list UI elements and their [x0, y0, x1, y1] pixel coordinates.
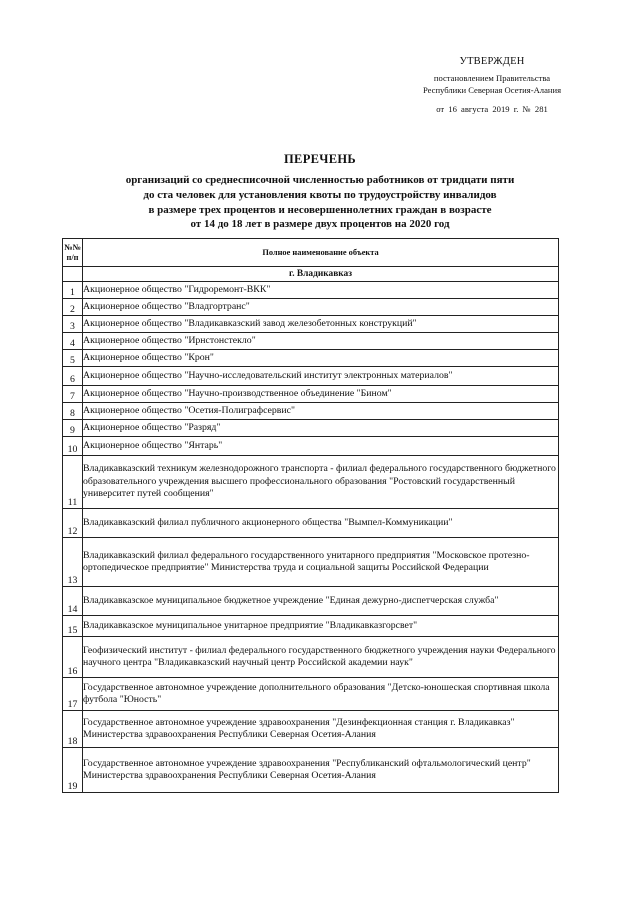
organization-name: Владикавказский техникум железнодорожного транспорта - филиал федерального государственного бюджетного образовательного учреждения высшего профессионального образования "Ростовский государственный университет путей сообщения"	[83, 456, 559, 509]
row-number: 2	[63, 299, 83, 316]
organization-name: Владикавказский филиал федерального государственного унитарного предприятия "Московское протезно-ортопедическое предприятие" Министерства труда и социальной защиты Российской Федерации	[83, 538, 559, 587]
row-number: 11	[63, 456, 83, 509]
table-row	[63, 350, 559, 367]
row-number: 19	[63, 748, 83, 793]
approval-line-1: постановлением Правительства	[433, 73, 551, 83]
column-header-name: Полное наименование объекта	[83, 239, 559, 267]
approval-line-2: Республики Северная Осетия-Алания	[422, 85, 562, 95]
table-row	[63, 678, 559, 711]
table-row	[63, 509, 559, 538]
table-row	[63, 748, 559, 793]
organization-name: Акционерное общество "Научно-исследовательский институт электронных материалов"	[83, 367, 559, 386]
row-number: 14	[63, 587, 83, 616]
organization-name: Акционерное общество "Гидроремонт-ВКК"	[83, 282, 559, 299]
heading-line-4: от 14 до 18 лет в размере двух процентов на 2020 год	[190, 218, 450, 231]
city-row	[63, 267, 559, 282]
row-number: 1	[63, 282, 83, 299]
heading-line-2: до ста человек для установления квоты по трудоустройству инвалидов	[143, 188, 497, 201]
row-number: 17	[63, 678, 83, 711]
organization-name: Акционерное общество "Крон"	[83, 350, 559, 367]
organization-name: Геофизический институт - филиал федерального государственного бюджетного учреждения науки Федерального научного центра "Владикавказский научный центр Российской академии наук"	[83, 637, 559, 678]
row-number: 10	[63, 437, 83, 456]
table-row	[63, 282, 559, 299]
organization-name: Акционерное общество "Владикавказский завод железобетонных конструкций"	[83, 316, 559, 333]
table-row	[63, 299, 559, 316]
organization-name: Акционерное общество "Научно-производственное объединение "Бином"	[83, 386, 559, 403]
table-header-row	[63, 239, 559, 267]
row-number: 15	[63, 616, 83, 637]
row-number: 4	[63, 333, 83, 350]
row-number: 18	[63, 711, 83, 748]
row-number: 7	[63, 386, 83, 403]
table-row	[63, 437, 559, 456]
organization-name: Акционерное общество "Осетия-Полиграфсервис"	[83, 403, 559, 420]
row-number: 13	[63, 538, 83, 587]
row-number: 3	[63, 316, 83, 333]
organizations-table	[62, 238, 559, 793]
table-row	[63, 587, 559, 616]
organization-name: Акционерное общество "Разряд"	[83, 420, 559, 437]
document-heading	[60, 152, 580, 232]
table-row	[63, 456, 559, 509]
heading-line-3: в размере трех процентов и несовершеннолетних граждан в возрасте	[148, 203, 492, 216]
row-number: 16	[63, 637, 83, 678]
row-number: 6	[63, 367, 83, 386]
approval-block	[392, 56, 592, 114]
organization-name: Государственное автономное учреждение дополнительного образования "Детско-юношеская спортивная школа футбола "Юность"	[83, 678, 559, 711]
row-number: 5	[63, 350, 83, 367]
column-header-number: №№ п/п	[63, 239, 83, 267]
table-row	[63, 386, 559, 403]
approval-date: от 16 августа 2019 г. № 281	[436, 104, 548, 114]
table-row	[63, 616, 559, 637]
row-number: 12	[63, 509, 83, 538]
row-number: 8	[63, 403, 83, 420]
table-row	[63, 367, 559, 386]
organization-name: Акционерное общество "Владгортранс"	[83, 299, 559, 316]
organization-name: Акционерное общество "Ирнстонстекло"	[83, 333, 559, 350]
table-row	[63, 333, 559, 350]
organization-name: Акционерное общество "Янтарь"	[83, 437, 559, 456]
organization-name: Владикавказское муниципальное бюджетное учреждение "Единая дежурно-диспетчерская служба"	[83, 587, 559, 616]
heading-line-1: организаций со среднесписочной численностью работников от тридцати пяти	[125, 174, 515, 186]
table-row	[63, 711, 559, 748]
organization-name: Владикавказский филиал публичного акционерного общества "Вымпел-Коммуникации"	[83, 509, 559, 538]
table-row	[63, 403, 559, 420]
table-row	[63, 420, 559, 437]
organization-name: Владикавказское муниципальное унитарное предприятие "Владикавказгорсвет"	[83, 616, 559, 637]
table-row	[63, 637, 559, 678]
document-title: ПЕРЕЧЕНЬ	[284, 152, 356, 166]
organization-name: Государственное автономное учреждение здравоохранения "Дезинфекционная станция г. Владикавказ" Министерства здравоохранения Республики Северная Осетия-Алания	[83, 711, 559, 748]
organization-name: Государственное автономное учреждение здравоохранения "Республиканский офтальмологический центр" Министерства здравоохранения Республики Северная Осетия-Алания	[83, 748, 559, 793]
table-row	[63, 538, 559, 587]
city-row-number	[63, 267, 83, 282]
city-name: г. Владикавказ	[83, 267, 559, 282]
row-number: 9	[63, 420, 83, 437]
table-row	[63, 316, 559, 333]
approval-title: УТВЕРЖДЕН	[459, 56, 525, 67]
